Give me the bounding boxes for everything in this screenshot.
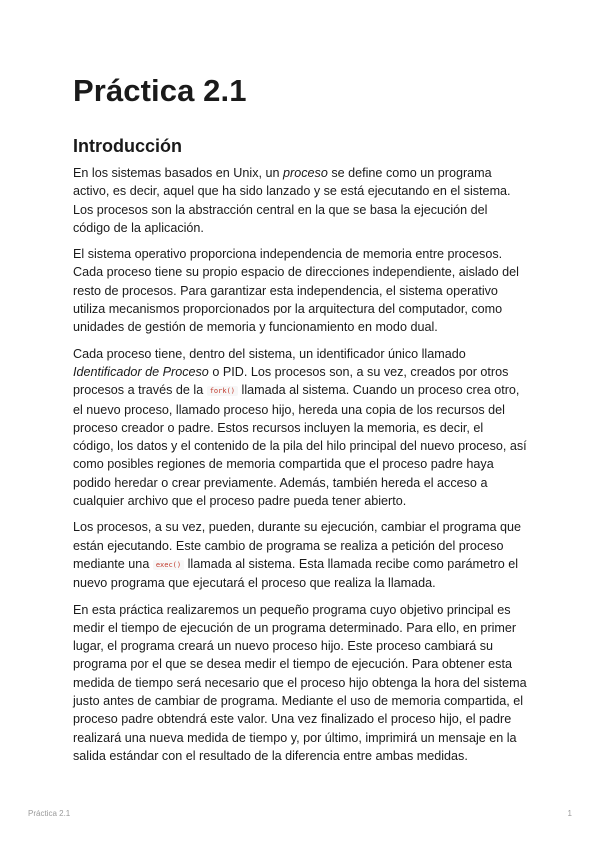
paragraph-3-text-c: llamada al sistema. Cuando un proceso crea otro, el nuevo proceso, llamado proceso hijo, hereda una copia de los recursos del proceso creador o padre. Estos recursos incluyen la memoria, es decir, el código, los datos y el contenido de la pila del hilo principal del nuevo proceso, así como posibles regiones de memoria compartida que el proceso padre haya podido heredar o crear previamente. Además, también hereda el acceso a cualquier archivo que el proceso padre pueda tener abierto. — [73, 383, 527, 509]
paragraph-4-text-a: Los procesos, a su vez, pueden, durante su ejecución, cambiar el programa que están ejecutando. Este cambio de programa se realiza a petición del proceso mediante una — [73, 520, 522, 571]
italic-term-proceso: proceso — [283, 166, 328, 180]
page-content — [73, 72, 527, 773]
page-title: Práctica 2.1 — [73, 73, 247, 108]
italic-term-pid: Identificador de Proceso — [73, 364, 209, 379]
footer-page-number: 1 — [567, 809, 572, 818]
paragraph-3-text-a: Cada proceso tiene, dentro del sistema, un identificador único llamado — [73, 346, 466, 361]
footer-title: Práctica 2.1 — [28, 809, 71, 818]
paragraph-3-text-b: o PID. Los procesos son, a su vez, creados por otros procesos a través de la — [73, 364, 509, 398]
section-heading: Introducción — [73, 136, 182, 156]
inline-code-fork: fork() — [207, 386, 238, 396]
paragraph-4-text-b: llamada al sistema. Esta llamada recibe como parámetro el nuevo programa que ejecutará el proceso que realiza la llamada. — [73, 556, 519, 591]
paragraph-2: El sistema operativo proporciona independencia de memoria entre procesos. Cada proceso tiene su propio espacio de direcciones independiente, aislado del resto de procesos. Para garantizar esta independencia, el sistema operativo utiliza mecanismos proporcionados por la arquitectura del computador, como unidades de gestión de memoria y funcionamiento en modo dual. — [73, 247, 519, 335]
paragraph-1 — [73, 164, 527, 237]
paragraph-3 — [73, 345, 527, 511]
paragraph-5: En esta práctica realizaremos un pequeño programa cuyo objetivo principal es medir el tiempo de ejecución de un programa determinado. Para ello, en primer lugar, el programa creará un nuevo proceso hijo. Este proceso cambiará su programa por el que se desea medir el tiempo de ejecución. Para obtener esta medida de tiempo será necesario que el proceso hijo obtenga la hora del sistema justo antes de cambiar de programa. Mediante el uso de memoria compartida, el proceso padre obtendrá este valor. Una vez finalizado el proceso hijo, el padre realizará una nueva medida de tiempo y, por último, imprimirá un mensaje en la salida estándar con el resultado de la diferencia entre ambas medidas. — [73, 602, 527, 763]
inline-code-exec: exec() — [153, 560, 184, 570]
paragraph-4 — [73, 518, 527, 592]
paragraph-1-text-b: se define como un programa activo, es decir, aquel que ha sido lanzado y se está ejecutando en el sistema. Los procesos son la abstracción central en la que se basa la ejecución del código de la aplicación. — [73, 166, 511, 235]
paragraph-1-text-a: En los sistemas basados en Unix, un — [73, 166, 284, 180]
